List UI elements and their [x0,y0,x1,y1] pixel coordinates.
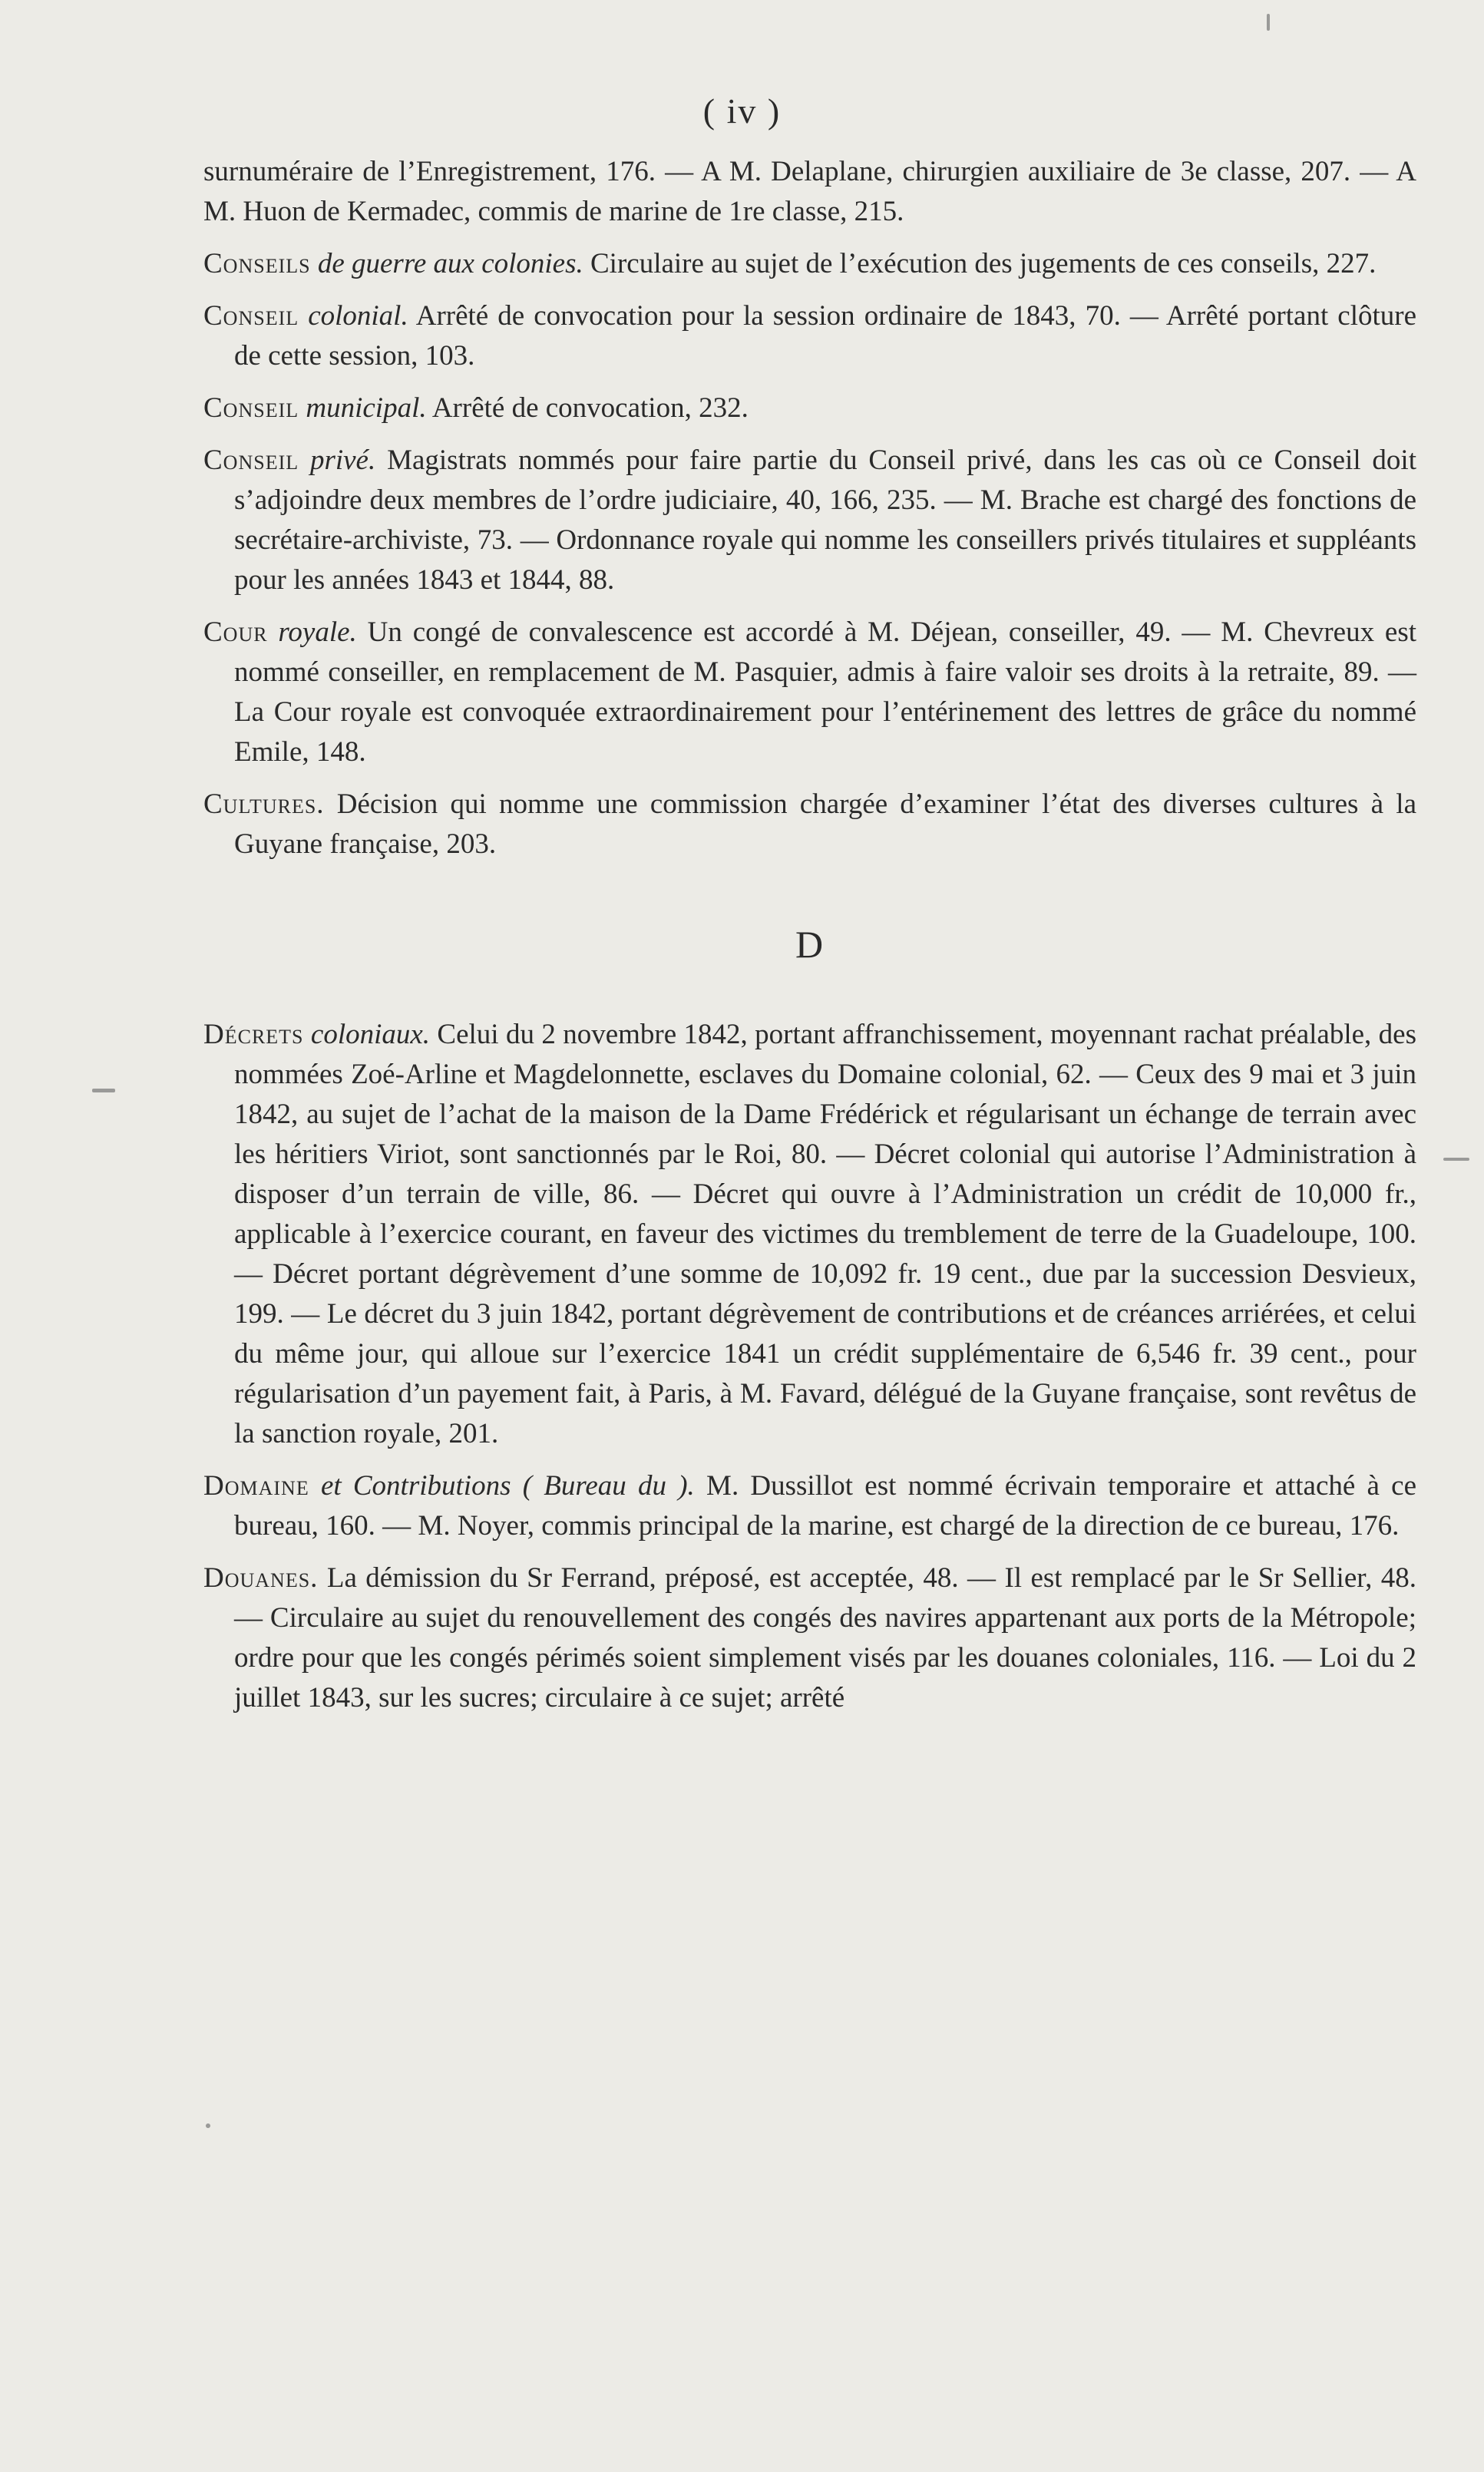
entry-text: Circulaire au sujet de l’exécution des jugements de ces conseils, 227. [590,248,1377,279]
index-entry-conseil-colonial [203,296,1416,376]
entry-text: Arrêté de convocation pour la session ordinaire de 1843, 70. — Arrêté portant clôture de cette session, 103. [234,300,1416,372]
entry-qualifier: municipal. [306,392,427,424]
entry-qualifier: privé. [309,444,376,476]
paper-speck [206,2123,210,2128]
entry-text: Celui du 2 novembre 1842, portant affranchissement, moyennant rachat préalable, des nommées Zoé-Arline et Magdelonnette, esclaves du Domaine colonial, 62. — Ceux des 9 mai et 3 juin 1842, au sujet de l’achat de la maison de la Dame Frédérick et régularisant un échange de terrain avec les héritiers Viriot, sont sanctionnés par le Roi, 80. — Décret colonial qui autorise l’Administration à disposer d’un terrain de ville, 86. — Décret qui ouvre à l’Administration un crédit de 10,000 fr., applicable à l’exercice courant, en faveur des victimes du tremblement de terre de la Guadeloupe, 100. — Décret portant dégrèvement d’une somme de 10,092 fr. 19 cent., due par la succession Desvieux, 199. — Le décret du 3 juin 1842, portant dégrèvement de contributions et de créances arriérées, et celui du même jour, qui alloue sur l’exercice 1841 un crédit supplémentaire de 6,546 fr. 39 cent., pour régularisation d’un payement fait, à Paris, à M. Favard, délégué de la Guyane française, sont revêtus de la sanction royale, 201. [234,1019,1417,1449]
entry-heading: Conseil [203,300,299,332]
paper-speck [1267,14,1270,31]
entry-heading: Domaine [203,1470,309,1502]
entry-qualifier: colonial. [308,300,408,332]
page-number: ( iv ) [702,91,782,131]
entry-text: surnuméraire de l’Enregistrement, 176. — A M. Delaplane, chirurgien auxiliaire de 3e classe, 207. — A M. Huon de Kermadec, commis de marine de 1re classe, 215. [203,156,1416,227]
index-entry-conseils-de-guerre [203,244,1416,284]
index-entry-domaine [203,1466,1416,1546]
section-letter: D [795,923,825,966]
entry-text: Magistrats nommés pour faire partie du Conseil privé, dans les cas où ce Conseil doit s’adjoindre deux membres de l’ordre judiciaire, 40, 166, 235. — M. Brache est chargé des fonctions de secrétaire-archiviste, 73. — Ordonnance royale qui nomme les conseillers privés titulaires et suppléants pour les années 1843 et 1844, 88. [234,444,1416,596]
entry-qualifier: de guerre aux colonies. [317,248,583,279]
entry-text: Arrêté de convocation, 232. [431,392,749,424]
index-entry-douanes [203,1558,1416,1718]
entry-heading: Cour [203,616,268,648]
paper-speck [92,1089,115,1092]
entry-qualifier: coloniaux. [310,1019,431,1050]
entry-qualifier: et Contributions ( Bureau du ). [320,1470,695,1502]
index-entry-cultures [203,785,1416,864]
entry-qualifier: royale. [278,616,357,648]
index-entry-cour-royale [203,613,1416,772]
entry-heading: Cultures. [203,788,325,820]
index-entry-conseil-prive [203,441,1416,600]
entry-text: M. Dussillot est nommé écrivain temporaire et attaché à ce bureau, 160. — M. Noyer, commis principal de la marine, est chargé de la direction de ce bureau, 176. [234,1470,1417,1542]
entry-heading: Conseils [203,248,311,279]
entry-heading: Douanes. [203,1562,319,1594]
entry-text: Décision qui nomme une commission chargée d’examiner l’état des diverses cultures à la Guyane française, 203. [234,788,1416,860]
entry-text: Un congé de convalescence est accordé à M. Déjean, conseiller, 49. — M. Chevreux est nommé conseiller, en remplacement de M. Pasquier, admis à faire valoir ses droits à la retraite, 89. — La Cour royale est convoquée extraordinairement pour l’entérinement des lettres de grâce du nommé Emile, 148. [234,616,1416,768]
entry-heading: Décrets [203,1019,304,1050]
entry-heading: Conseil [203,392,299,424]
entry-text: La démission du Sr Ferrand, préposé, est acceptée, 48. — Il est remplacé par le Sr Sellier, 48. — Circulaire au sujet du renouvellement des congés des navires appartenant aux ports de la Métropole; ordre pour que les congés périmés soient simplement visés par les douanes coloniales, 116. — Loi du 2 juillet 1843, sur les sucres; circulaire à ce sujet; arrêté [234,1562,1417,1714]
index-entry-decrets-coloniaux [203,1015,1416,1454]
index-column [203,152,1416,1730]
paper-speck [1443,1158,1469,1161]
entry-heading: Conseil [203,444,299,476]
index-entry-conseil-municipal [203,388,1416,428]
index-entry-continuation [203,152,1416,232]
